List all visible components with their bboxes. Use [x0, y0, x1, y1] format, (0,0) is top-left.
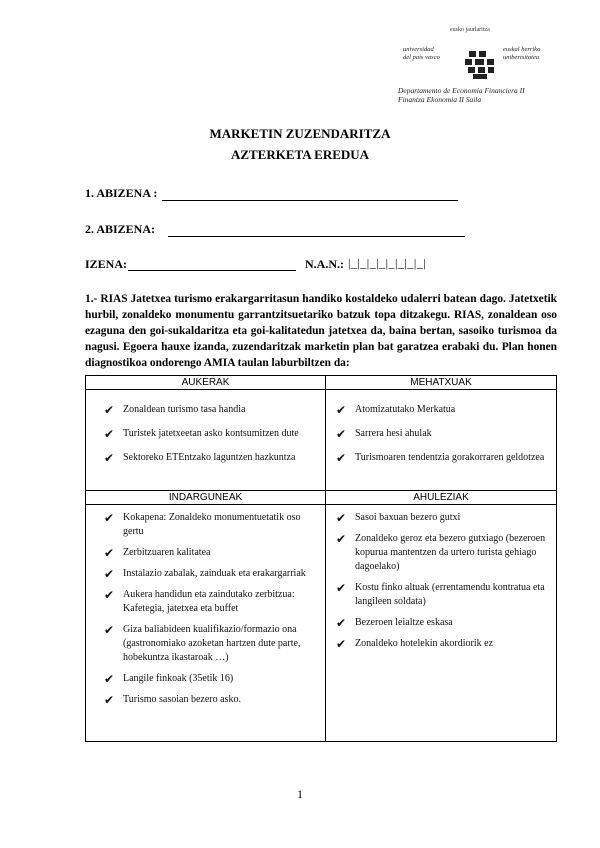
list-item-text: Giza baliabideen kualifikazio/formazio ona (gastronomiako azoketan hartzen dute parte, hobekuntza ikastaroak …)	[123, 624, 301, 663]
list-item-text: Instalazio zabalak, zainduak eta erakargarriak	[123, 568, 306, 579]
list-item-text: Bezeroen leialtze eskasa	[355, 617, 453, 628]
page-subtitle: AZTERKETA EREDUA	[230, 147, 370, 162]
mehatxuak-cell	[326, 390, 557, 491]
list-item-text: Turistek jatetxeetan asko kontsumitzen dute	[123, 428, 299, 439]
list-item-text: Aukera handidun eta zaindutako zerbitzua: Kafetegia, jatetxea eta buffet	[123, 589, 295, 614]
mehatxuak-list	[326, 390, 556, 479]
list-item	[336, 511, 552, 525]
indarguneak-list	[86, 505, 325, 718]
check-mark-icon: ✔	[104, 546, 115, 560]
page-number: 1	[297, 787, 303, 801]
check-mark-icon: ✔	[104, 427, 115, 441]
question-intro: 1.- RIAS Jatetxea turismo erakargarritasun handiko kostaldeko udalerri batean dago. Jatetxetik hurbil, zonaldeko monumentu garrantzitsuetariko batzuk topa ditzakegu. RIAS, zonaldean oso ezaguna den goi-sukaldaritza eta goi-kalitatedun jatetxea da, baina bertan, sasoiko turismoa da nagusi. Egoera hauxe izanda, zuzendaritzak marketin plan bat garatzea erabaki du. Plan honen diagnostikoa ondorengo AMIA taulan laburbiltzen da:	[85, 293, 557, 369]
list-item	[104, 693, 321, 707]
list-item	[336, 532, 552, 574]
indarguneak-header: INDARGUNEAK	[86, 491, 326, 505]
check-mark-icon: ✔	[336, 451, 347, 465]
check-mark-icon: ✔	[104, 588, 115, 602]
check-mark-icon: ✔	[104, 567, 115, 581]
list-item	[336, 616, 552, 630]
list-item	[336, 451, 552, 465]
check-mark-icon: ✔	[336, 427, 347, 441]
abizena1-field[interactable]	[162, 200, 458, 201]
university-right-line1: euskal herriko	[503, 46, 541, 53]
abizena1-label: 1. ABIZENA :	[85, 186, 158, 200]
list-item-text: Atomizatutako Merkatua	[355, 404, 456, 415]
list-item	[104, 546, 321, 560]
list-item-text: Kostu finko altuak (errentamendu kontratua eta langileen soldata)	[355, 582, 545, 607]
ahuleziak-list	[326, 505, 556, 662]
indarguneak-cell	[86, 505, 326, 742]
list-item-text: Turismo sasoian bezero asko.	[123, 694, 241, 705]
list-item	[336, 427, 552, 441]
university-name-left	[403, 46, 463, 62]
list-item	[104, 427, 321, 441]
check-mark-icon: ✔	[104, 451, 115, 465]
header-top-line: eusko jaurlaritza	[450, 27, 490, 33]
department-name	[398, 86, 578, 104]
nan-label: N.A.N.:	[305, 257, 344, 271]
list-item	[104, 588, 321, 616]
list-item	[104, 567, 321, 581]
abizena2-field[interactable]	[168, 236, 465, 237]
abizena2-label: 2. ABIZENA:	[85, 222, 156, 236]
izena-label: IZENA:	[85, 257, 128, 271]
list-item	[104, 672, 321, 686]
list-item-text: Sarrera hesi ahulak	[355, 428, 432, 439]
check-mark-icon: ✔	[104, 403, 115, 417]
aukerak-cell	[86, 390, 326, 491]
list-item	[104, 403, 321, 417]
list-item	[104, 451, 321, 465]
check-mark-icon: ✔	[336, 637, 347, 651]
ahuleziak-header: AHULEZIAK	[326, 491, 557, 505]
list-item	[104, 511, 321, 539]
list-item-text: Turismoaren tendentzia gorakorraren geldotzea	[355, 452, 545, 463]
ahuleziak-cell	[326, 505, 557, 742]
list-item	[104, 623, 321, 665]
page-title: MARKETIN ZUZENDARITZA	[209, 126, 391, 141]
university-name-right	[503, 46, 573, 62]
university-logo-icon	[463, 50, 497, 80]
nan-field[interactable]: |_|_|_|_|_|_|_|_|	[348, 256, 427, 270]
check-mark-icon: ✔	[104, 623, 115, 637]
university-right-line2: unibertsitatea	[503, 54, 540, 61]
check-mark-icon: ✔	[104, 693, 115, 707]
list-item	[336, 403, 552, 417]
check-mark-icon: ✔	[336, 403, 347, 417]
list-item-text: Sasoi baxuan bezero gutxi	[355, 512, 461, 523]
list-item-text: Zonaldean turismo tasa handia	[123, 404, 246, 415]
list-item	[336, 637, 552, 651]
check-mark-icon: ✔	[104, 511, 115, 525]
check-mark-icon: ✔	[336, 511, 347, 525]
list-item-text: Zonaldeko hotelekin akordiorik ez	[355, 638, 494, 649]
department-line1: Departamento de Economía Financiera II	[398, 86, 525, 95]
check-mark-icon: ✔	[336, 532, 347, 546]
check-mark-icon: ✔	[336, 616, 347, 630]
university-left-line1: universidad	[403, 46, 434, 53]
list-item-text: Zonaldeko geroz eta bezero gutxiago (bezeroen kopurua mantentzen da urtero turista gehiago dagoelako)	[355, 533, 546, 572]
check-mark-icon: ✔	[336, 581, 347, 595]
amia-table	[85, 375, 557, 742]
check-mark-icon: ✔	[104, 672, 115, 686]
list-item-text: Zerbitzuaren kalitatea	[123, 547, 211, 558]
department-line2: Finantza Ekonomia II Saila	[398, 95, 482, 104]
izena-field[interactable]	[128, 270, 296, 271]
list-item	[336, 581, 552, 609]
mehatxuak-header: MEHATXUAK	[326, 376, 557, 390]
list-item-text: Kokapena: Zonaldeko monumentuetatik oso gertu	[123, 512, 301, 537]
aukerak-list	[86, 390, 325, 479]
list-item-text: Sektoreko ETEntzako laguntzen hazkuntza	[123, 452, 296, 463]
university-left-line2: del país vasco	[403, 54, 440, 61]
aukerak-header: AUKERAK	[86, 376, 326, 390]
list-item-text: Langile finkoak (35etik 16)	[123, 673, 234, 684]
